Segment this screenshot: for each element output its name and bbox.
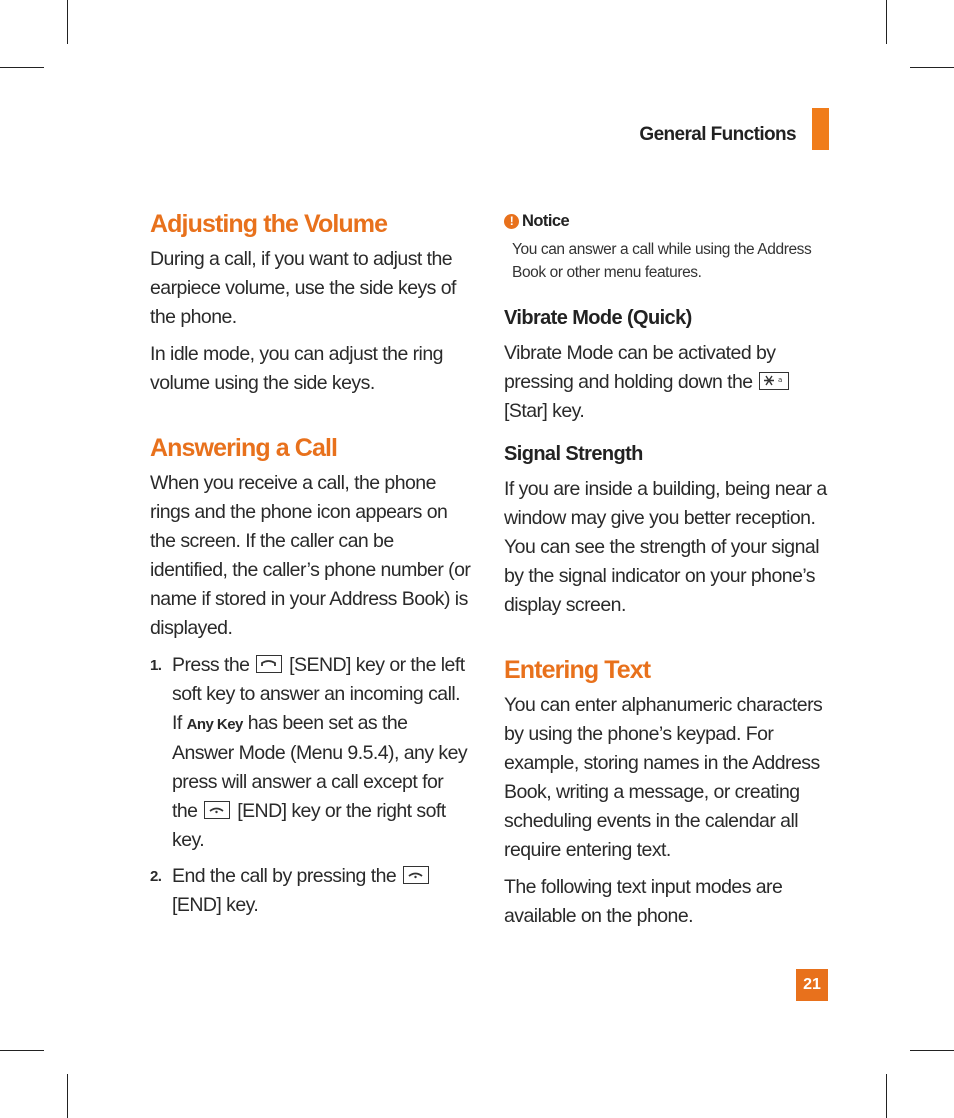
vibrate-text: Vibrate Mode can be activated by pressing and holding down the [504,342,776,393]
vibrate-text: [Star] key. [504,400,585,422]
section-tab-marker [812,108,829,150]
crop-mark [886,0,887,44]
step-number: 1. [150,657,162,674]
heading-adjusting-volume: Adjusting the Volume [150,210,388,238]
notice-heading [504,210,834,232]
step-text: [END] key or the right soft key. [172,800,446,851]
vibrate-paragraph [504,339,834,426]
crop-mark [0,67,44,68]
volume-paragraph-1: During a call, if you want to adjust the earpiece volume, use the side keys of the phone. [150,248,456,328]
section-title: General Functions [639,124,796,145]
star-key-icon [759,372,789,390]
svg-text:a: a [778,376,783,384]
crop-mark [67,0,68,44]
any-key-label: Any Key [186,716,243,733]
entering-paragraph-2: The following text input modes are available on the phone. [504,876,783,927]
entering-paragraph-1: You can enter alphanumeric characters by using the phone’s keypad. For example, storing names in the Address Book, writing a message, or creating scheduling events in the calendar all require entering text. [504,694,823,861]
crop-mark [910,67,954,68]
volume-paragraph-2: In idle mode, you can adjust the ring volume using the side keys. [150,343,443,394]
heading-signal-strength: Signal Strength [504,443,643,465]
heading-answering-call: Answering a Call [150,434,338,462]
step-text: End the call by pressing the [172,865,397,887]
step-2 [150,862,472,920]
step-text: [END] key. [172,894,259,916]
step-1 [150,651,472,855]
notice-label: Notice [522,212,570,230]
step-text: has been set as the Answer Mode (Menu 9.5.4), any key press will answer a call except for the [172,712,468,822]
answering-paragraph: When you receive a call, the phone rings and the phone icon appears on the screen. If the caller can be identified, the caller’s phone number (or name if stored in your Address Book) is displayed. [150,472,471,639]
end-key-icon [204,801,230,819]
heading-vibrate-mode: Vibrate Mode (Quick) [504,307,692,329]
heading-entering-text: Entering Text [504,656,651,684]
page-number: 21 [796,969,828,1001]
left-column [150,210,472,927]
send-key-icon [256,655,282,673]
crop-mark [886,1074,887,1118]
step-number: 2. [150,868,162,885]
step-text: [SEND] key or the left soft key to answer an incoming call. If [172,654,465,734]
signal-paragraph: If you are inside a building, being near a window may give you better reception. You can see the strength of your signal by the signal indicator on your phone’s display screen. [504,478,827,616]
crop-mark [0,1050,44,1051]
crop-mark [67,1074,68,1118]
notice-text: You can answer a call while using the Address Book or other menu features. [512,241,812,281]
end-key-icon [403,866,429,884]
crop-mark [910,1050,954,1051]
notice-icon: ! [504,214,519,229]
right-column [504,210,834,939]
step-text: Press the [172,654,250,676]
